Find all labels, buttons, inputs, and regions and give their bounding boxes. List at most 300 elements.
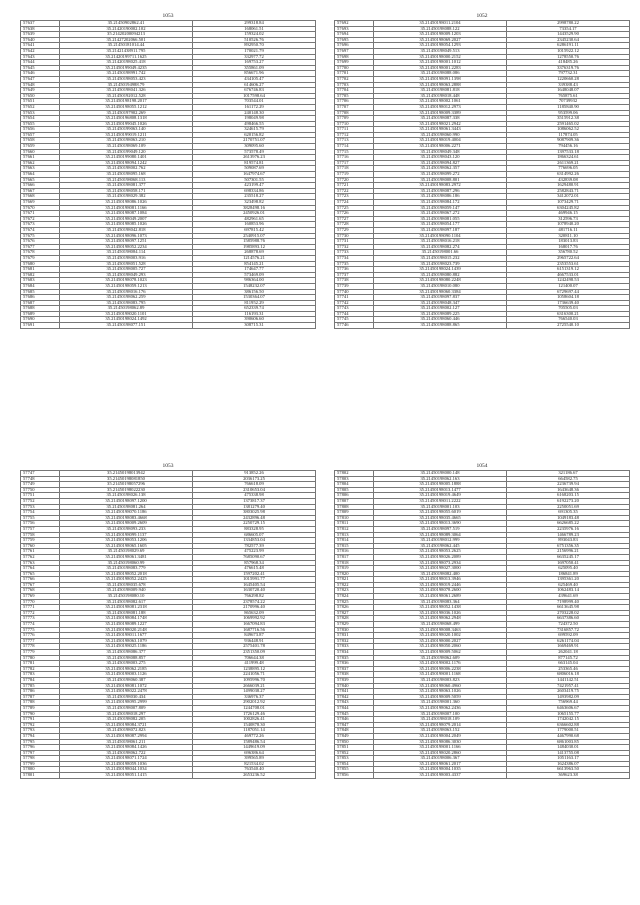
amount-cell: 73354.17 [507, 26, 630, 32]
account-number-cell: 35.21450198089.3064 [374, 532, 507, 538]
amount-cell: 1187051.14 [193, 728, 316, 734]
amount-cell: 1697050.41 [507, 560, 630, 566]
account-number-cell: 35.21450198070.1186 [60, 510, 193, 516]
amount-cell: 2666039.21 [193, 683, 316, 689]
row-id-cell: 57856 [335, 773, 374, 779]
row-id-cell: 57796 [21, 745, 60, 751]
row-id-cell: 57808 [335, 504, 374, 510]
account-number-cell: 35.21450198003.275 [60, 661, 193, 667]
account-number-cell: 35.21450198083.779 [60, 566, 193, 572]
account-number-cell: 35.21450198008.3463 [374, 627, 507, 633]
account-number-cell: 35.21450198080.10 [60, 594, 193, 600]
account-number-cell: 35.21450198009.1203 [374, 32, 507, 38]
page-number: 1054 [476, 463, 488, 469]
account-number-cell: 35.21450198061.2689 [374, 594, 507, 600]
row-id-cell: 57813 [335, 532, 374, 538]
account-number-cell: 35.21450198059.1213 [60, 283, 193, 289]
account-number-cell: 35.21450198001.360 [374, 700, 507, 706]
amount-cell: 1413755.08 [507, 750, 630, 756]
row-id-cell: 57775 [21, 627, 60, 633]
row-id-cell: 57706 [335, 99, 374, 105]
page-number: 1053 [162, 13, 174, 19]
account-number-cell: 35.21450198049.348 [374, 149, 507, 155]
row-id-cell: 57829 [335, 622, 374, 628]
ledger-table [334, 20, 630, 329]
account-number-cell: 35.21450198001.66 [374, 250, 507, 256]
row-id-cell: 57748 [21, 476, 60, 482]
amount-cell: 2156996.21 [507, 549, 630, 555]
row-id-cell: 57807 [335, 498, 374, 504]
row-id-cell: 57758 [21, 532, 60, 538]
account-number-cell: 35.21450198009.5059 [374, 694, 507, 700]
account-number-cell: 35.21450198006.367 [374, 756, 507, 762]
row-id-cell: 57674 [21, 227, 60, 233]
amount-cell: 893043.83 [507, 538, 630, 544]
row-id-cell: 57645 [21, 65, 60, 71]
account-number-cell: 35.21450198022230 [60, 487, 193, 493]
amount-cell: 1086062.52 [507, 127, 630, 133]
account-number-cell: 35.21450198080.882 [374, 272, 507, 278]
account-number-cell: 35.21450198060.446 [374, 317, 507, 323]
amount-cell: 6314992.26 [507, 172, 630, 178]
row-id-cell: 57786 [21, 689, 60, 695]
amount-cell: 676746.83 [193, 88, 316, 94]
row-id-cell: 57792 [21, 722, 60, 728]
amount-cell: 321186.67 [507, 471, 630, 477]
account-number-cell: 35.21450198050.2060 [374, 644, 507, 650]
account-number-cell: 35.21450198024.1439 [374, 267, 507, 273]
row-id-cell: 57643 [21, 54, 60, 60]
account-number-cell: 35.21450198049.2007 [60, 216, 193, 222]
account-number-cell: 35.21450198005.727 [60, 267, 193, 273]
row-id-cell: 57641 [21, 43, 60, 49]
amount-cell: 699592.09 [507, 633, 630, 639]
amount-cell: 724372.50 [507, 622, 630, 628]
account-number-cell: 35.21450198063.1079 [60, 638, 193, 644]
row-id-cell: 57696 [335, 43, 374, 49]
row-id-cell: 57703 [335, 82, 374, 88]
account-number-cell: 35.21450198012.999 [374, 538, 507, 544]
amount-cell: 1736639.40 [507, 300, 630, 306]
amount-cell: 6463606.67 [507, 705, 630, 711]
account-number-cell: 35.21450198081850 [60, 476, 193, 482]
row-id-cell: 57760 [21, 543, 60, 549]
row-id-cell: 57738 [335, 278, 374, 284]
amount-cell: 1373817.37 [193, 498, 316, 504]
row-id-cell: 57794 [21, 733, 60, 739]
amount-cell: 161172.29 [193, 104, 316, 110]
row-id-cell: 57686 [21, 295, 60, 301]
row-id-cell: 57814 [335, 538, 374, 544]
amount-cell: 776696.05 [507, 166, 630, 172]
row-id-cell: 57677 [21, 244, 60, 250]
account-number-cell: 35.21450198089.1227 [60, 622, 193, 628]
row-id-cell: 57837 [335, 666, 374, 672]
row-id-cell: 57704 [335, 88, 374, 94]
row-id-cell: 57752 [21, 498, 60, 504]
account-number-cell: 35.21450198063.2888 [374, 82, 507, 88]
amount-cell: 6192273.20 [507, 498, 630, 504]
amount-cell: 2703228.02 [507, 610, 630, 616]
account-number-cell: 35.21450198071.1724 [60, 756, 193, 762]
ledger-table [20, 20, 316, 329]
row-id-cell: 57739 [335, 283, 374, 289]
account-number-cell: 35.21450198015.232 [374, 255, 507, 261]
row-id-cell: 57676 [21, 239, 60, 245]
amount-cell: 369623.38 [507, 773, 630, 779]
amount-cell: 235518.27 [193, 194, 316, 200]
row-id-cell: 57683 [21, 278, 60, 284]
amount-cell: 782577.39 [193, 543, 316, 549]
amount-cell: 854145.21 [193, 261, 316, 267]
account-number-cell: 35.21450198086.3030 [374, 739, 507, 745]
account-number-cell: 35.21450198030.434 [60, 694, 193, 700]
row-id-cell: 57707 [335, 104, 374, 110]
account-number-cell: 35.21450198011.1677 [60, 633, 193, 639]
row-id-cell: 57745 [335, 317, 374, 323]
account-number-cell: 35.21450198097.1251 [60, 239, 193, 245]
account-number-cell: 35.21450198018.297 [60, 711, 193, 717]
amount-cell: 2250051.69 [507, 504, 630, 510]
amount-cell: 1647974.67 [193, 172, 316, 178]
amount-cell: 9087909.36 [507, 138, 630, 144]
account-number-cell: 35.21450198061.2017 [374, 761, 507, 767]
account-number-cell: 35.21450198083.364 [374, 599, 507, 605]
row-id-cell: 57743 [335, 306, 374, 312]
account-number-cell: 35.21450198019.2446 [374, 582, 507, 588]
row-id-cell: 57729 [335, 227, 374, 233]
amount-cell: 614606.27 [193, 82, 316, 88]
account-number-cell: 35.21450198042.818 [60, 227, 193, 233]
account-number-cell: 35.21450198086.186 [374, 194, 507, 200]
amount-cell: 573578.49 [193, 149, 316, 155]
account-number-cell: 35.21450198003.823 [374, 677, 507, 683]
account-number-cell: 35.21450198020.2148 [60, 627, 193, 633]
account-number-cell: 35.21450198062.609 [374, 655, 507, 661]
account-number-cell: 35.21450198081.2318 [60, 605, 193, 611]
row-id-cell: 57639 [21, 32, 60, 38]
account-number-cell: 35.21450198079.2014 [374, 722, 507, 728]
amount-cell: 811952.29 [193, 300, 316, 306]
row-id-cell: 57681 [21, 267, 60, 273]
amount-cell: 121400.07 [507, 283, 630, 289]
amount-cell: 1985893.12 [193, 244, 316, 250]
account-number-cell: 35.21450198052.2425 [60, 577, 193, 583]
amount-cell: 1443529.90 [507, 32, 630, 38]
row-id-cell: 57728 [335, 222, 374, 228]
row-id-cell: 57656 [21, 127, 60, 133]
row-id-cell: 57669 [21, 200, 60, 206]
row-id-cell: 57705 [335, 93, 374, 99]
amount-cell: 1530364.07 [193, 295, 316, 301]
row-id-cell: 57853 [335, 756, 374, 762]
amount-cell: 865632.09 [193, 610, 316, 616]
row-id-cell: 57688 [21, 306, 60, 312]
amount-cell: 705505.03 [507, 306, 630, 312]
account-number-cell: 35.21450198016.176 [60, 289, 193, 295]
account-number-cell: 35.21450198082.400 [374, 571, 507, 577]
row-id-cell: 57800 [21, 767, 60, 773]
account-number-cell: 35.21450198083.4668 [60, 515, 193, 521]
row-id-cell: 57816 [335, 549, 374, 555]
account-number-cell: 35.21450198073.2934 [374, 560, 507, 566]
row-id-cell: 57687 [21, 300, 60, 306]
row-id-cell: 57817 [335, 554, 374, 560]
amount-cell: 510526.76 [193, 37, 316, 43]
row-id-cell: 57733 [335, 250, 374, 256]
amount-cell: 849673.87 [193, 633, 316, 639]
amount-cell: 2902012.92 [193, 700, 316, 706]
account-number-cell: 35.21450198061.3443 [374, 127, 507, 133]
account-number-cell: 35.21450199063.140 [60, 127, 193, 133]
account-number-cell: 35.21450198009.2609 [60, 521, 193, 527]
row-id-cell: 57731 [335, 239, 374, 245]
row-id-cell: 57709 [335, 116, 374, 122]
row-id-cell: 57779 [21, 650, 60, 656]
amount-cell: 299318.84 [193, 21, 316, 27]
amount-cell: 498466.55 [193, 121, 316, 127]
account-number-cell: 35.21450198063.152 [374, 728, 507, 734]
account-number-cell: 35.21450198087.2994 [60, 733, 193, 739]
account-number-cell: 35.21450198006.2271 [374, 144, 507, 150]
amount-cell: 691305.35 [507, 510, 630, 516]
row-id-cell: 57771 [21, 605, 60, 611]
amount-cell: 573469.09 [193, 272, 316, 278]
account-number-cell: 35.21450198012.2973 [374, 104, 507, 110]
amount-cell: 1073429.71 [507, 200, 630, 206]
account-number-cell: 35.21450198035.4665 [374, 515, 507, 521]
account-number-cell: 35.21450198001.1168 [374, 672, 507, 678]
row-id-cell: 57781 [21, 661, 60, 667]
row-id-cell: 57722 [335, 188, 374, 194]
account-number-cell: 35.21450198053.1206 [60, 538, 193, 544]
amount-cell: 1078940.20 [507, 222, 630, 228]
amount-cell: 1397533.18 [507, 149, 630, 155]
row-id-cell: 57724 [335, 200, 374, 206]
row-id-cell: 57702 [335, 76, 374, 82]
row-id-cell: 57805 [335, 487, 374, 493]
account-number-cell: 35.21450198089.225 [374, 311, 507, 317]
account-number-cell: 35.21450198085.1026 [60, 222, 193, 228]
account-number-cell: 35.21450198068.113 [60, 177, 193, 183]
row-id-cell: 57778 [21, 644, 60, 650]
amount-cell: 169753.27 [193, 60, 316, 66]
account-number-cell: 35.21450198081.055 [374, 216, 507, 222]
account-number-cell: 35.21450198011.2104 [374, 21, 507, 27]
account-number-cell: 35.21450198054.177 [374, 222, 507, 228]
account-number-cell: 35.21450198084.172 [374, 200, 507, 206]
account-number-cell: 35.21450198013.1477 [374, 487, 507, 493]
row-id-cell: 57783 [21, 672, 60, 678]
account-number-cell: 35.21450198069.109 [60, 144, 193, 150]
account-number-cell: 35.21450198001.1012 [374, 60, 507, 66]
row-id-cell: 57820 [335, 571, 374, 577]
amount-cell: 2450926.01 [193, 211, 316, 217]
account-number-cell: 35.21450198007.809 [60, 705, 193, 711]
row-id-cell: 57806 [335, 493, 374, 499]
account-number-cell: 35.21450198029.69 [60, 549, 193, 555]
amount-cell: 434105.47 [193, 76, 316, 82]
amount-cell: 2235976.16 [507, 526, 630, 532]
account-number-cell: 35.21450198082.205 [60, 717, 193, 723]
amount-cell: 1214576.21 [193, 255, 316, 261]
amount-cell: 356780.52 [507, 250, 630, 256]
row-id-cell: 57828 [335, 616, 374, 622]
account-number-cell: 35.21450198026.138 [60, 493, 193, 499]
account-number-cell: 35.21450198061.211 [60, 739, 193, 745]
account-number-cell: 35.21450198048.347 [374, 300, 507, 306]
account-number-cell: 35.21450198022.2478 [60, 689, 193, 695]
amount-cell: 892950.70 [193, 43, 316, 49]
row-id-cell: 57642 [21, 48, 60, 54]
amount-cell: 1062483.14 [507, 588, 630, 594]
amount-cell: 1466789.23 [507, 532, 630, 538]
account-number-cell: 35.21450198088.086 [374, 71, 507, 77]
amount-cell: 2351350.09 [193, 650, 316, 656]
row-id-cell: 57799 [21, 761, 60, 767]
row-id-cell: 57848 [335, 728, 374, 734]
account-number-cell: 35.21450198097.519 [374, 526, 507, 532]
row-id-cell: 57708 [335, 110, 374, 116]
amount-cell: 117874.05 [507, 132, 630, 138]
row-id-cell: 57825 [335, 599, 374, 605]
amount-cell: 1051163.17 [507, 756, 630, 762]
account-number-cell: 35.21450198097.837 [374, 295, 507, 301]
account-number-cell: 35.21420199711.1625 [60, 54, 193, 60]
account-number-cell: 35.21450198083.2972 [374, 183, 507, 189]
row-id-cell: 57827 [335, 610, 374, 616]
account-number-cell: 35.21450198084.1426 [60, 745, 193, 751]
account-number-cell: 35.21450199049.120 [60, 149, 193, 155]
amount-cell: 766298.82 [193, 594, 316, 600]
amount-cell: 475338.98 [193, 493, 316, 499]
row-id-cell: 57819 [335, 566, 374, 572]
row-id-cell: 57850 [335, 739, 374, 745]
row-id-cell: 57660 [21, 149, 60, 155]
account-number-cell: 35.21450198010.080 [374, 283, 507, 289]
account-number-cell: 35.21450198081.188 [60, 610, 193, 616]
amount-cell: 1095996.70 [193, 677, 316, 683]
account-number-cell: 35.21450198004.1035 [374, 767, 507, 773]
row-id-cell: 57726 [335, 211, 374, 217]
amount-cell: 765875.61 [507, 93, 630, 99]
account-number-cell: 35.21450198013942 [60, 471, 193, 477]
row-id-cell: 57804 [335, 482, 374, 488]
amount-cell: 1667094.83 [193, 622, 316, 628]
row-id-cell: 57659 [21, 144, 60, 150]
row-id-cell: 57647 [21, 76, 60, 82]
row-id-cell: 57652 [21, 104, 60, 110]
amount-cell: 2250729.15 [193, 521, 316, 527]
amount-cell: 116193.31 [193, 311, 316, 317]
amount-cell: 2603419.75 [507, 689, 630, 695]
table-row [335, 323, 630, 329]
amount-cell: 1726129.46 [193, 711, 316, 717]
account-number-cell: 35.21450198087.296 [374, 188, 507, 194]
account-number-cell: 35.21450199080.1401 [60, 155, 193, 161]
row-id-cell: 57678 [21, 250, 60, 256]
row-id-cell: 57723 [335, 194, 374, 200]
row-id-cell: 57830 [335, 627, 374, 633]
account-number-cell: 35.21450192012.528 [60, 93, 193, 99]
account-number-cell: 35.21450198060.387 [60, 677, 193, 683]
amount-cell: 2036173.25 [193, 476, 316, 482]
amount-cell: 432839.08 [507, 177, 630, 183]
amount-cell: 1540878.30 [193, 722, 316, 728]
account-number-cell: 35.21420198025.418 [60, 60, 193, 66]
row-id-cell: 57735 [335, 261, 374, 267]
account-number-cell: 35.21450198025.1186 [60, 644, 193, 650]
account-number-cell: 35.21450198061.3481 [60, 554, 193, 560]
row-id-cell: 57782 [21, 666, 60, 672]
row-id-cell: 57667 [21, 188, 60, 194]
amount-cell: 1687716.56 [193, 627, 316, 633]
amount-cell: 698334.86 [193, 188, 316, 194]
row-id-cell: 57852 [335, 750, 374, 756]
account-number-cell: 35.21450198026.2089 [374, 554, 507, 560]
row-id-cell: 57855 [335, 767, 374, 773]
account-number-cell: 35.21450198095.2999 [60, 700, 193, 706]
account-number-cell: 35.21450198019.4649 [374, 493, 507, 499]
row-id-cell: 57769 [21, 594, 60, 600]
row-id-cell: 57831 [335, 633, 374, 639]
account-number-cell: 35.21450198058.171 [60, 188, 193, 194]
amount-cell: 198049.98 [193, 116, 316, 122]
amount-cell: 1669469.91 [507, 644, 630, 650]
row-id-cell: 57671 [21, 211, 60, 217]
row-id-cell: 57818 [335, 560, 374, 566]
amount-cell: 332977.72 [193, 54, 316, 60]
account-number-cell: 35.21450198086.377 [60, 650, 193, 656]
account-number-cell: 35.21450198002.1176 [374, 661, 507, 667]
account-number-cell: 35.21450198063.210 [60, 138, 193, 144]
account-number-cell: 35.21450198060.4960 [374, 683, 507, 689]
account-number-cell: 35.21450198062.89 [60, 306, 193, 312]
amount-cell: 509087.69 [193, 166, 316, 172]
amount-cell: 6751356.35 [507, 543, 630, 549]
amount-cell: 1049183.48 [507, 515, 630, 521]
amount-cell: 1244708.01 [193, 705, 316, 711]
row-id-cell: 57737 [335, 272, 374, 278]
amount-cell: 1648048.07 [507, 88, 630, 94]
amount-cell: 2613976.23 [193, 155, 316, 161]
amount-cell: 1493982.09 [507, 694, 630, 700]
row-id-cell: 57840 [335, 683, 374, 689]
amount-cell: 1484030.01 [507, 745, 630, 751]
amount-cell: 6151319.12 [507, 267, 630, 273]
row-id-cell: 57741 [335, 295, 374, 301]
amount-cell: 6806016.18 [507, 672, 630, 678]
amount-cell: 1058604.18 [507, 295, 630, 301]
amount-cell: 1002826.41 [193, 717, 316, 723]
account-number-cell: 35.21450198053.423 [60, 76, 193, 82]
amount-cell: 3376319.76 [507, 65, 630, 71]
row-id-cell: 57849 [335, 733, 374, 739]
account-number-cell: 35.21450198001.1166 [374, 745, 507, 751]
amount-cell: 399565.89 [193, 756, 316, 762]
amount-cell: 620156.82 [193, 132, 316, 138]
amount-cell: 1630720.40 [193, 588, 316, 594]
amount-cell: 1449619.09 [193, 745, 316, 751]
amount-cell: 481716.11 [507, 227, 630, 233]
account-number-cell: 35.21450198062.2436 [374, 705, 507, 711]
amount-cell: 1278550.76 [507, 54, 630, 60]
row-id-cell: 57744 [335, 311, 374, 317]
account-number-cell: 35.21450198087.338 [374, 116, 507, 122]
amount-cell: 696386.64 [193, 750, 316, 756]
row-id-cell: 57679 [21, 255, 60, 261]
amount-cell: 411999.48 [193, 661, 316, 667]
